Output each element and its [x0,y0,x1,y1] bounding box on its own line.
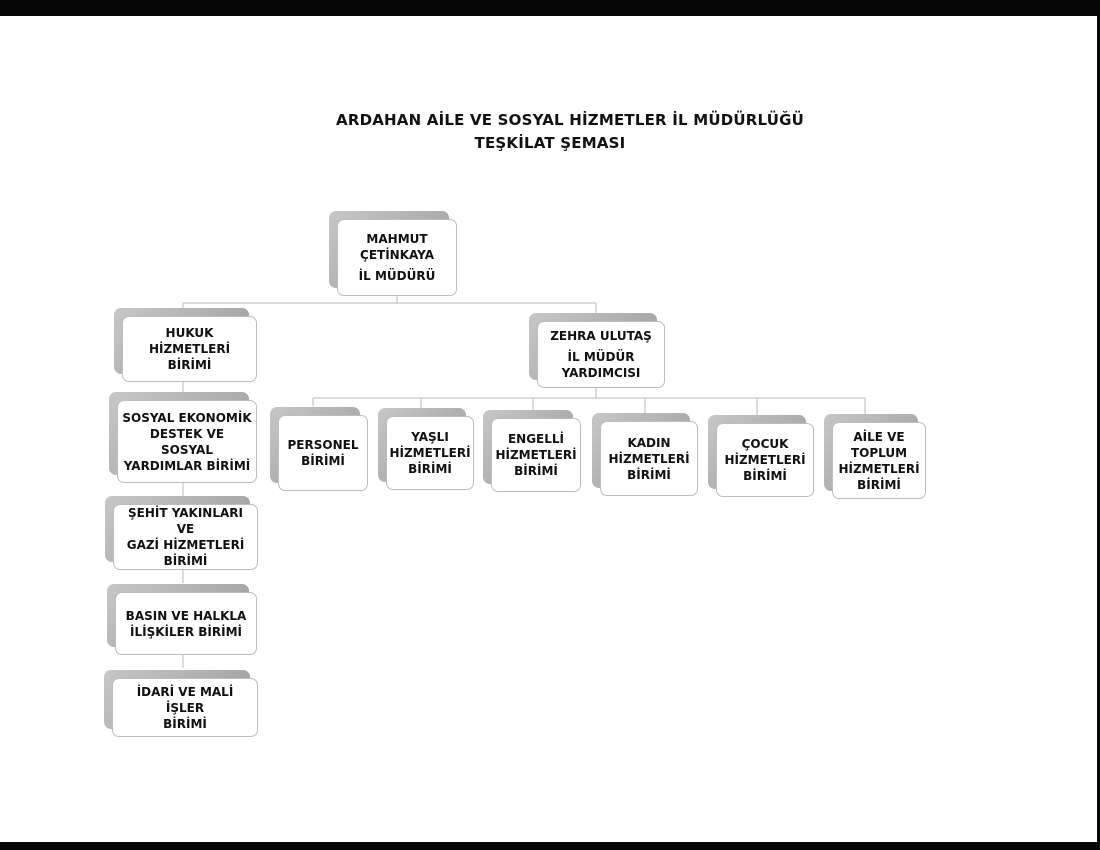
unit-label-line: YARDIMLAR BİRİMİ [123,458,251,473]
unit-yasli [386,416,474,490]
unit-label-line: BİRİMİ [857,477,901,492]
unit-idari-mali [112,678,258,737]
director-name-line-1: MAHMUT [366,232,428,246]
unit-kadin [600,421,698,496]
unit-label-line: GAZİ HİZMETLERİ [126,538,245,552]
unit-label-line: ŞEHİT YAKINLARI VE [128,506,243,536]
deputy-node [537,321,665,388]
deputy-role-line-2: YARDIMCISI [561,366,641,380]
unit-label-line: BİRİMİ [163,554,208,568]
director-name-line-2: ÇETİNKAYA [360,248,434,262]
unit-label-line: BİRİMİ [627,467,671,482]
unit-label-line: BİRİMİ [301,454,345,468]
unit-label-line: DESTEK VE SOSYAL [149,426,225,457]
chart-subtitle: TEŞKİLAT ŞEMASI [474,134,626,152]
unit-aile-toplum [832,422,926,499]
unit-hukuk [122,316,257,382]
unit-label-line: HİZMETLERİ [724,453,806,467]
unit-engelli [491,418,581,492]
unit-label-line: BİRİMİ [408,462,452,476]
unit-label-line: İLİŞKİLER BİRİMİ [130,624,242,639]
unit-personel [278,415,368,491]
unit-label-line: BİRİMİ [514,464,558,478]
unit-label-line: YAŞLI [411,430,449,444]
unit-label-line: HUKUK [165,326,214,340]
deputy-role-line-1: İL MÜDÜR [567,350,635,364]
chart-title: ARDAHAN AİLE VE SOSYAL HİZMETLER İL MÜDÜRLÜĞÜ [336,111,804,129]
unit-sehit-yakinlari [113,504,258,570]
unit-label-line: PERSONEL [287,438,359,452]
unit-label-line: KADIN [627,435,671,450]
unit-basin [115,592,257,655]
director-node [337,219,457,296]
unit-label-line: HİZMETLERİ [389,446,471,460]
unit-label-line: BİRİMİ [163,716,207,731]
unit-label-line: BASIN VE HALKLA [125,608,247,623]
director-role: İL MÜDÜRÜ [358,269,436,283]
unit-label-line: İDARİ VE MALİ İŞLER [136,684,234,715]
deputy-name: ZEHRA ULUTAŞ [550,329,652,343]
unit-label-line: BİRİMİ [743,469,787,483]
unit-cocuk [716,423,814,497]
unit-label-line: HİZMETLERİ BİRİMİ [148,342,231,372]
unit-label-line: TOPLUM [850,445,908,460]
unit-label-line: HİZMETLERİ [838,461,920,476]
unit-sosyal-ekonomik [117,400,257,483]
unit-label-line: SOSYAL EKONOMİK [122,410,252,425]
unit-label-line: AİLE VE [853,429,905,444]
unit-label-line: HİZMETLERİ [608,451,690,466]
unit-label-line: ÇOCUK [741,437,789,451]
unit-label-line: ENGELLİ [507,432,565,446]
unit-label-line: HİZMETLERİ [495,448,577,462]
